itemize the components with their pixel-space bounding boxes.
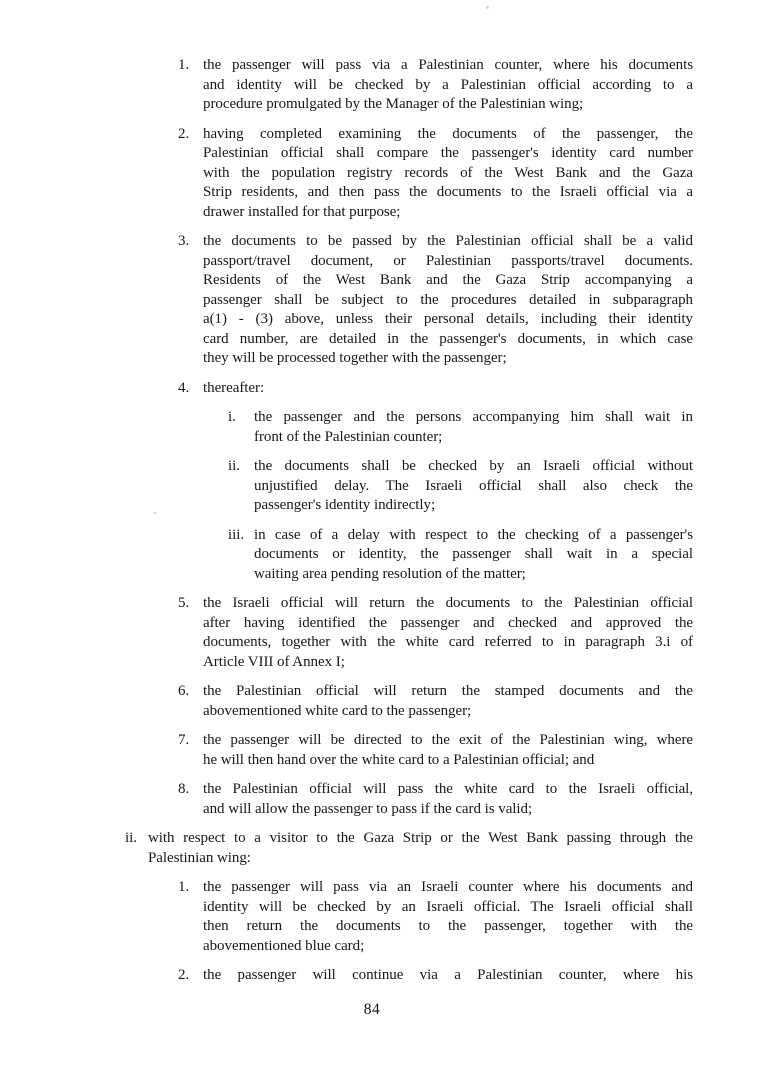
text-line: the Palestinian official will return the stamped documents and the — [203, 683, 693, 699]
page-number: 84 — [363, 1001, 381, 1018]
sub-item-i — [228, 408, 693, 447]
list-item-ii-1 — [178, 878, 693, 956]
text-line: front of the Palestinian counter; — [254, 428, 443, 445]
sub-item-ii — [228, 457, 693, 516]
item-marker: 4. — [178, 379, 190, 396]
list-item-4 — [178, 379, 693, 399]
text-line: he will then hand over the white card to a Palestinian official; and — [203, 751, 595, 768]
list-item-6 — [178, 682, 693, 721]
sub-item-iii — [228, 526, 693, 585]
item-marker: 2. — [178, 125, 190, 142]
text-line: the documents shall be checked by an Israeli official without — [254, 458, 693, 474]
text-line: documents or identity, the passenger shall wait in a special — [254, 546, 693, 562]
item-marker: ii. — [125, 830, 137, 846]
item-marker: 2. — [178, 967, 190, 983]
document-body — [0, 56, 758, 996]
text-line: drawer installed for that purpose; — [203, 203, 401, 220]
text-line: card number, are detailed in the passenger's documents, in which case — [203, 330, 693, 347]
list-item-8 — [178, 780, 693, 819]
item-marker: 3. — [178, 233, 190, 249]
item-marker: iii. — [228, 526, 245, 543]
text-line: the Israeli official will return the documents to the Palestinian official — [203, 595, 693, 611]
text-line: thereafter: — [203, 379, 265, 396]
text-line: abovementioned white card to the passenger; — [203, 702, 472, 719]
text-line: in case of a delay with respect to the checking of a passenger's — [254, 526, 693, 543]
item-marker: 8. — [178, 781, 190, 797]
list-item-1 — [178, 56, 693, 115]
list-item-ii-2 — [178, 966, 693, 986]
text-line: and will allow the passenger to pass if the card is valid; — [203, 800, 533, 817]
item-marker: 5. — [178, 595, 190, 611]
text-line: Residents of the West Bank and the Gaza Strip accompanying a — [203, 272, 693, 288]
item-marker: i. — [228, 409, 236, 425]
text-line: with respect to a visitor to the Gaza Strip or the West Bank passing through the — [148, 830, 693, 846]
scan-artifact-top — [486, 6, 489, 9]
item-marker: 7. — [178, 732, 190, 748]
item-marker: 1. — [178, 57, 190, 73]
text-line: identity will be checked by an Israeli official. The Israeli official shall — [203, 898, 693, 915]
text-line: Strip residents, and then pass the documents to the Israeli official via a — [203, 184, 693, 200]
text-line: Palestinian official shall compare the passenger's identity card number — [203, 145, 693, 161]
item-marker: 6. — [178, 683, 190, 699]
text-line: the passenger will pass via a Palestinian counter, where his documents — [203, 57, 693, 73]
list-item-5 — [178, 594, 693, 672]
item-marker: ii. — [228, 458, 240, 474]
text-line: then return the documents to the passenger, together with the — [203, 918, 693, 934]
section-item-ii — [125, 829, 693, 868]
text-line: documents, together with the white card referred to in paragraph 3.i of — [203, 634, 693, 650]
text-line: unjustified delay. The Israeli official shall also check the — [254, 477, 693, 494]
text-line: Article VIII of Annex I; — [203, 653, 345, 670]
text-line: waiting area pending resolution of the matter; — [254, 565, 526, 582]
text-line: the Palestinian official will pass the white card to the Israeli official, — [203, 781, 693, 797]
list-item-2 — [178, 125, 693, 223]
text-line: they will be processed together with the passenger; — [203, 350, 507, 366]
text-line: passenger's identity indirectly; — [254, 497, 436, 513]
text-line: the passenger and the persons accompanying him shall wait in — [254, 409, 693, 425]
list-item-3 — [178, 232, 693, 369]
text-line: the passenger will pass via an Israeli counter where his documents and — [203, 879, 693, 895]
text-line: the passenger will be directed to the exit of the Palestinian wing, where — [203, 732, 693, 748]
text-line: passenger shall be subject to the procedures detailed in subparagraph — [203, 291, 693, 308]
text-line: Palestinian wing: — [148, 849, 251, 866]
text-line: the documents to be passed by the Palestinian official shall be a valid — [203, 233, 693, 249]
text-line: abovementioned blue card; — [203, 937, 365, 954]
text-line: the passenger will continue via a Palestinian counter, where his — [203, 967, 693, 983]
item-marker: 1. — [178, 879, 190, 895]
list-item-7 — [178, 731, 693, 770]
text-line: after having identified the passenger and checked and approved the — [203, 614, 693, 631]
text-line: procedure promulgated by the Manager of the Palestinian wing; — [203, 96, 584, 112]
text-line: and identity will be checked by a Palestinian official according to a — [203, 76, 693, 93]
text-line: passport/travel document, or Palestinian passports/travel documents. — [203, 252, 693, 269]
text-line: a(1) - (3) above, unless their personal details, including their identity — [203, 311, 693, 327]
text-line: with the population registry records of the West Bank and the Gaza — [203, 164, 693, 181]
text-line: having completed examining the documents of the passenger, the — [203, 125, 693, 142]
